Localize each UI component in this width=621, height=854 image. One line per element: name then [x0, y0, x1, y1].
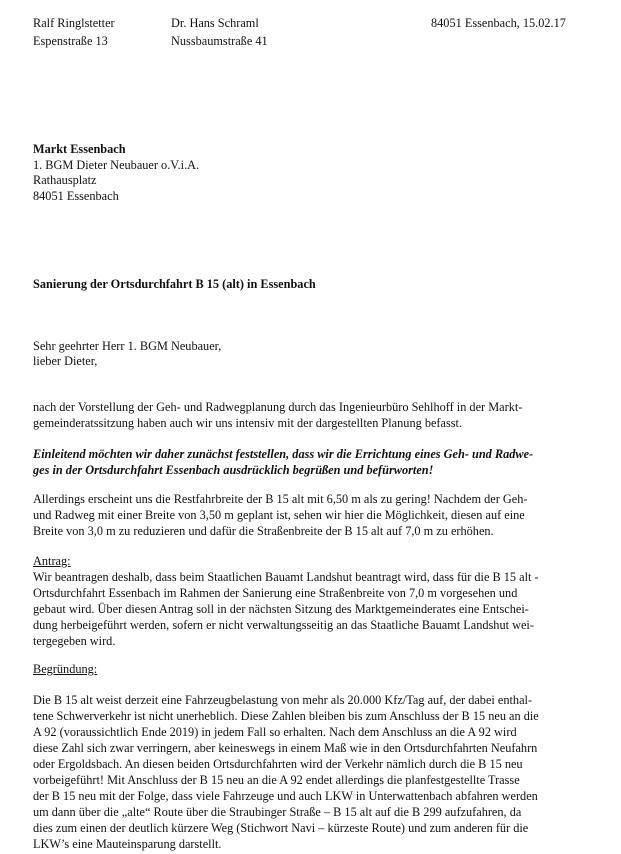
text-line: oder Ergoldsbach. An diesen beiden Ortsdurchfahrten wird der Verkehr nämlich durch die B 15 neu: [33, 757, 523, 771]
text-line: dung herbeigeführt werden, sofern er nicht verwaltungsseitig an das Staatliche Bauamt Landshut wei-: [33, 618, 534, 632]
sender1-street: Espenstraße 13: [33, 34, 108, 48]
place-date: 84051 Essenbach, 15.02.17: [431, 16, 566, 30]
sender2-street: Nussbaumstraße 41: [171, 34, 268, 48]
text-line: nach der Vorstellung der Geh- und Radwegplanung durch das Ingenieurbüro Sehlhoff in der Markt-: [33, 400, 523, 414]
text-line: LKW’s eine Mauteinsparung darstellt.: [33, 837, 222, 851]
text-line: Wir beantragen deshalb, dass beim Staatlichen Bauamt Landshut beantragt wird, dass für die B 15 alt -: [33, 570, 539, 584]
text-line: tergegeben wird.: [33, 634, 116, 648]
text-line: Ortsdurchfahrt Essenbach im Rahmen der Sanierung eine Straßenbreite von 7,0 m vorgesehen und: [33, 586, 518, 600]
recipient-city: 84051 Essenbach: [33, 189, 119, 203]
salutation-line: lieber Dieter,: [33, 354, 98, 368]
recipient-street: Rathausplatz: [33, 173, 97, 187]
text-line: der B 15 neu mit der Folge, dass viele Fahrzeuge und auch LKW in Unterwattenbach abfahren werden: [33, 789, 538, 803]
begruendung-heading: Begründung:: [33, 662, 98, 676]
text-line: Einleitend möchten wir daher zunächst feststellen, dass wir die Errichtung eines Geh- und Radwe-: [33, 447, 534, 461]
text-line: um dann über die „alte“ Route über die Straubinger Straße – B 15 alt auf die B 299 aufzufahren, da: [33, 805, 522, 819]
recipient-attn: 1. BGM Dieter Neubauer o.V.i.A.: [33, 158, 200, 172]
text-line: gebaut wird. Über diesen Antrag soll in der nächsten Sitzung des Marktgemeinderates eine Entschei-: [33, 602, 529, 616]
salutation-line: Sehr geehrter Herr 1. BGM Neubauer,: [33, 339, 222, 353]
paragraph-antrag: [33, 569, 589, 649]
text-line: Die B 15 alt weist derzeit eine Fahrzeugbelastung von mehr als 20.000 Kfz/Tag auf, der dabei enthal-: [33, 693, 533, 707]
text-line: Allerdings erscheint uns die Restfahrbreite der B 15 alt mit 6,50 m als zu gering! Nachdem der Geh-: [33, 492, 528, 506]
paragraph-begruendung: [33, 692, 589, 852]
sender1-name: Ralf Ringlstetter: [33, 16, 115, 30]
text-line: ges in der Ortsdurchfahrt Essenbach ausdrücklich begrüßen und befürworten!: [33, 463, 434, 477]
text-line: Breite von 3,0 m zu reduzieren und dafür die Straßenbreite der B 15 alt auf 7,0 m zu erhöhen.: [33, 524, 494, 538]
subject-line: Sanierung der Ortsdurchfahrt B 15 (alt) in Essenbach: [33, 277, 316, 291]
text-line: gemeinderatssitzung haben auch wir uns intensiv mit der dargestellten Planung befasst.: [33, 416, 463, 430]
recipient-org: Markt Essenbach: [33, 142, 126, 156]
paragraph-concern: [33, 491, 589, 539]
text-line: A 92 (voraussichtlich Ende 2019) in jedem Fall so erhalten. Nach dem Anschluss an die A 92 wird: [33, 725, 517, 739]
antrag-heading: Antrag:: [33, 554, 71, 568]
text-line: und Radweg mit einer Breite von 3,50 m geplant ist, sehen wir hier die Möglichkeit, diesen auf eine: [33, 508, 525, 522]
text-line: diese Zahl sich zwar verringern, aber keineswegs in einem Maß wie in den Ortsdurchfahrten Neufahrn: [33, 741, 538, 755]
paragraph-statement: [33, 446, 589, 478]
sender2-name: Dr. Hans Schraml: [171, 16, 259, 30]
text-line: tene Schwerverkehr ist nicht unerheblich. Diese Zahlen bleiben bis zum Anschluss der B 15 neu an die: [33, 709, 539, 723]
paragraph-intro: [33, 399, 589, 431]
text-line: vorbeigeführt! Mit Anschluss der B 15 neu an die A 92 endet allerdings die planfestgestellte Trasse: [33, 773, 520, 787]
text-line: dies zum einen der deutlich kürzere Weg (Stichwort Navi – kürzeste Route) und zum anderen für die: [33, 821, 529, 835]
